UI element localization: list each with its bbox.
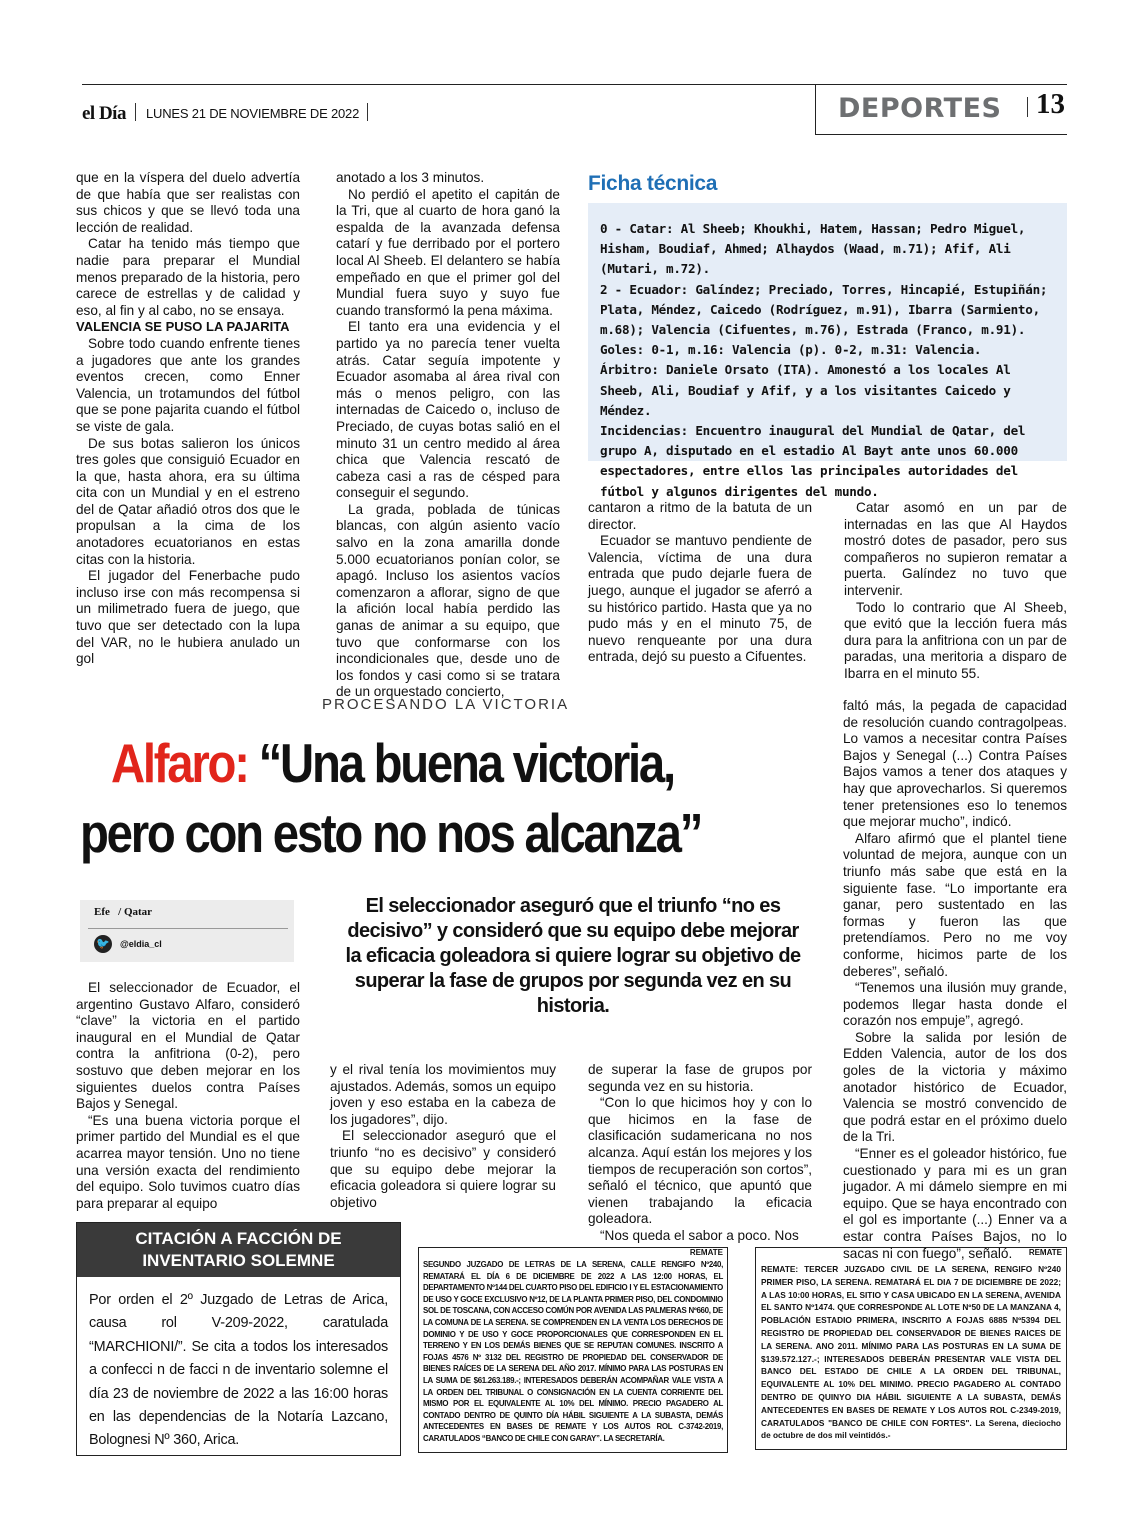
subheading: VALENCIA SE PUSO LA PAJARITA	[76, 319, 290, 335]
section-vertical-rule	[815, 84, 816, 134]
citacion-body: Por orden el 2º Juzgado de Letras de Arica, causa rol V-209-2022, caratulada “MARCHIONI/”. Se cita a todos los interesados a confecci n de facci n de inventario solemne el día 23 de noviembre de 2022 a las 16:00 horas en las dependencias de la Notaría Lazcano, Bolognesi Nº 360, Arica.	[89, 1292, 388, 1449]
article-column	[588, 1062, 812, 1245]
headline-speaker: Alfaro:	[110, 732, 248, 794]
paragraph: y el rival tenía los movimientos muy ajustados. Además, somos un equipo joven y eso estaba en la cabeza de los jugadores”, dijo.	[330, 1062, 556, 1127]
paragraph: Ecuador se mantuvo pendiente de Valencia, víctima de una dura entrada que pudo dejarle fuera de juego, aunque el jugador se aferró a su histórico partido. Hasta que ya no pudo más y en el minuto 75, de nuevo renqueante por una dura entrada, dejó su puesto a Cifuentes.	[588, 533, 812, 665]
byline-divider	[88, 928, 288, 929]
paragraph: Todo lo contrario que Al Sheeb, que evitó que la lección fuera más dura para la anfitriona con un par de paradas, una meritoria a disparo de Ibarra en el minuto 55.	[844, 599, 1067, 681]
ficha-line: 2 - Ecuador: Galíndez; Preciado, Torres, Hincapié, Estupiñán; Plata, Méndez, Caicedo (Rodríguez, m.91), Ibarra (Sarmiento, m.68); Valencia (Cifuentes, m.76), Estrada (Franco, m.91).	[600, 281, 1048, 338]
deck: El seleccionador aseguró que el triunfo “no es decisivo” y consideró que su equipo debe mejorar la eficacia goleadora si quiere lograr su objetivo de superar la fase de grupos por segunda vez en su historia.	[345, 895, 801, 1017]
paragraph: “Enner es el goleador histórico, fue cuestionado y para mi es un gran jugador. A mi dámelo siempre en mi equipo. Que se haya encontrado con el gol es importante (...) Enner va a estar contra Países Bajos, no lo sacas ni con fuego”, señaló.	[843, 1146, 1067, 1261]
section-name: DEPORTES	[838, 93, 1002, 124]
paragraph: “Nos queda el sabor a poco. Nos	[600, 1227, 799, 1243]
ficha-line: Árbitro: Daniele Orsato (ITA). Amonestó a los locales Al Sheeb, Ali, Boudiaf y Afif, y a los visitantes Caicedo y Méndez.	[600, 362, 1011, 418]
remate-text: SEGUNDO JUZGADO DE LETRAS DE LA SERENA, CALLE RENGIFO Nº240, REMATARÁ EL DÍA 6 DE DICIEMBRE DE 2022 A LAS 12:00 HORAS, EL DEPARTAMENTO Nº144 DEL CUARTO PISO DEL EDIFICIO I Y EL ESTACIONAMIENTO DE USO Y GOCE EXCLUSIVO Nº12, DE LA PLANTA PRIMER PISO, DEL CONDOMINIO SOL DE TOSCANA, CON ACCESO COMÚN POR AVENIDA LAS PALMERAS Nº660, DE LA COMUNA DE LA SERENA. SE COMPRENDEN EN LA VENTA LOS DERECHOS DE DOMINIO Y DE USO Y GOCE PROPORCIONALES QUE CORRESPONDEN EN EL TERRENO Y EN LOS DEMÁS BIENES QUE SE REPUTAN COMUNES. INSCRITO A FOJAS 4576 Nº 3132 DEL REGISTRO DE PROPIEDAD DEL CONSERVADOR DE BIENES RAÍCES DE LA SERENA DEL AÑO 2017. MÍNIMO PARA LAS POSTURAS EN LA SUMA DE $61.263.189.-; INTERESADOS DEBERÁN ACOMPAÑAR VALE VISTA A LA ORDEN DEL TRIBUNAL O CONSIGNACIÓN EN LA CUENTA CORRIENTE DEL MISMO POR EL EQUIVALENTE AL 10% DEL MÍNIMO. PRECIO PAGADERO AL CONTADO DENTRO DE QUINTO DÍA HÁBIL SIGUIENTE A LA SUBASTA, DEMÁS ANTECEDENTES EN BASES DE REMATE Y LOS AUTOS ROL C-3742-2019, CARATULADOS “BANCO DE CHILE CON GARAY”. LA SECRETARÍA.	[423, 1260, 723, 1443]
byline	[94, 906, 152, 918]
paragraph: Catar asomó en un par de internadas en las que Al Haydos mostró dotes de pasador, pero sus compañeros no supieron rematar a puerta. Galíndez no tuvo que intervenir.	[844, 500, 1067, 598]
article-column	[588, 500, 812, 666]
byline-source: Efe	[94, 906, 110, 918]
paragraph: faltó más, la pegada de capacidad de resolución cuando contragolpeas. Lo vamos a necesitar contra Países Bajos y Senegal (...) Contra Países Bajos vamos a tener dos ataques y hay que aprovecharlos. Si queremos tener pretensiones eso lo tenemos que mejorar mucho”, indicó.	[843, 698, 1067, 830]
article-column	[76, 170, 300, 668]
masthead-logo: el Día	[82, 103, 126, 124]
article-column	[844, 500, 1067, 683]
header-divider	[1027, 97, 1028, 117]
headline	[80, 728, 716, 868]
remate-tag: REMATE	[689, 1248, 723, 1257]
article-column	[843, 698, 1067, 1262]
ficha-line: 0 - Catar: Al Sheeb; Khoukhi, Hatem, Hassan; Pedro Miguel, Hisham, Boudiaf, Ahmed; Alhaydos (Waad, m.71); Afif, Ali (Mutari, m.72).	[600, 221, 1026, 277]
remate-tag: REMATE	[1028, 1248, 1062, 1257]
byline-box	[80, 900, 294, 962]
header-divider	[135, 103, 136, 121]
ficha-box	[588, 203, 1067, 499]
paragraph: De sus botas salieron los únicos tres goles que consiguió Ecuador en la que, hasta ahora, era su última cita con un Mundial y en el estreno del de Qatar añadió otros dos que le propulsan a la cima de los anotadores ecuatorianos en estas citas con la historia.	[76, 435, 300, 567]
remate-text: REMATE: TERCER JUZGADO CIVIL DE LA SERENA, RENGIFO Nº240 PRIMER PISO, LA SERENA. REMATARÁ EL DIA 7 DE DICIEMBRE DE 2022; A LAS 10:00 HORAS, EL SITIO Y CASA UBICADO EN LA SERENA, AVENIDA EL SANTO Nº1474. QUE CORRESPONDE AL LOTE Nº50 DE LA MANZANA 4, POBLACIÓN ESTADIO PRIMERA, INSCRITO A FOJAS 6885 Nº5394 DEL REGISTRO DE PROPIEDAD DEL CONSERVADOR DE BIENES RAICES DE LA SERENA. ANO 2011. MÍNIMO PARA LAS POSTURAS EN LA SUMA DE $139.572.127.-; INTERESADOS DEBERÁN PRESENTAR VALE VISTA DEL BANCO DEL ESTADO DE CHILE A LA ORDEN DEL TRIBUNAL, EQUIVALENTE AL 10% DEL MINIMO. PRECIO PAGADERO AL CONTADO DENTRO DE QUINYO DIA HÁBIL SIGUIENTE A LA SUBASTA, DEMÁS ANTECEDENTES EN BASES DE REMATE Y LOS AUTOS ROL C-2349-2019, CARATULADOS "BANCO DE CHILE CON FORTES". La Serena, dieciocho de octubre de dos mil veintidós.-	[761, 1264, 1061, 1441]
twitter-handle: @eldia_cl	[120, 939, 162, 949]
paragraph: cantaron a ritmo de la batuta de un director.	[588, 500, 812, 532]
page-number: 13	[1036, 88, 1065, 120]
twitter-icon: 🐦	[94, 935, 112, 953]
ficha-title: Ficha técnica	[588, 172, 718, 195]
paragraph: que en la víspera del duelo advertía de que había que ser realistas con sus chicos y que se llevó toda una lección de realidad.	[76, 170, 300, 235]
paragraph: La grada, poblada de túnicas blancas, con algún asiento vacío salvo en la zona amarilla donde 5.000 ecuatorianos ponían color, se apagó. Incluso los asientos vacíos comenzaron a aflorar, signo de que la afición local había perdido las ganas de animar a su equipo, que tuvo que conformarse con los incondicionales que, desde uno de los fondos y casi como si se tratara de un orquestado concierto,	[336, 501, 560, 700]
paragraph: El tanto era una evidencia y el partido ya no parecía tener vuelta atrás. Catar seguía impotente y Ecuador asomaba al área rival con más o menos peligro, con las internadas de Caicedo o, incluso de Preciado, de cuyas botas salió en el minuto 31 un centro medido al área chica que Valencia rescató de cabeza casi a ras de césped para conseguir el segundo.	[336, 319, 560, 501]
article-column	[336, 170, 560, 701]
kicker: PROCESANDO LA VICTORIA	[322, 696, 570, 713]
header-date: LUNES 21 DE NOVIEMBRE DE 2022	[146, 106, 360, 121]
ficha-line: Goles: 0-1, m.16: Valencia (p). 0-2, m.31: Valencia.	[600, 342, 982, 358]
paragraph: de superar la fase de grupos por segunda vez en su historia.	[588, 1062, 812, 1094]
paragraph: El jugador del Fenerbache pudo incluso irse con más recompensa si un milimetrado fuera de juego, que tuvo que ser detectado con la lupa del VAR, no le hubiera anulado un gol	[76, 568, 300, 667]
article-column	[76, 980, 300, 1212]
paragraph: Alfaro afirmó que el plantel tiene voluntad de mejora, aunque con un triunfo más sabe que está en la siguiente fase. “Lo importante era ganar, pero sustentado en las formas y fueron las que pretendíamos. Pero no me voy conforme, hicimos parte de los deberes”, señaló.	[843, 830, 1067, 979]
paragraph: Sobre la salida por lesión de Edden Valencia, autor de los dos goles de la victoria y máximo anotador histórico de Ecuador, Valencia se mostró convencido de que podrá estar en el próximo duelo de la Tri.	[843, 1029, 1067, 1145]
remate-ad	[418, 1247, 728, 1453]
paragraph: Catar ha tenido más tiempo que nadie para preparar el Mundial menos preparado de la historia, pero carece de estrellas y de calidad y eso, al fin y al cabo, no se ensaya.	[76, 236, 300, 318]
headline-line: “Una buena victoria,	[258, 732, 674, 794]
paragraph: “Es una buena victoria porque el primer partido del Mundial es el que acarrea mayor tensión. Uno no tiene una versión exacta del rendimiento del equipo. Solo tuvimos cuatro días para preparar al equipo	[76, 1112, 300, 1211]
paragraph: “Con lo que hicimos hoy y con lo que hicimos en la fase de clasificación sudamericana no nos alcanza. Aquí están los mejores y los tiempos de recuperación son cortos”, señaló el técnico, que apuntó que vienen trabajando la eficacia goleadora.	[588, 1095, 812, 1227]
paragraph: Sobre todo cuando enfrente tienes a jugadores que ante los grandes eventos crecen, como Enner Valencia, un trotamundos del fútbol que se pone pajarita cuando el fútbol se viste de gala.	[76, 335, 300, 434]
paragraph: No perdió el apetito el capitán de la Tri, que al cuarto de hora ganó la espalda de la avanzada defensa catarí y fue derribado por el portero local Al Sheeb. El delantero se había empeñado en que el primer gol del Mundial fuera suyo y suyo fue cuando transformó la pena máxima.	[336, 186, 560, 318]
headline-line: pero con esto no nos alcanza”	[80, 802, 702, 864]
paragraph: “Tenemos una ilusión muy grande, podemos llegar hasta donde el corazón nos empuje”, agregó.	[843, 980, 1067, 1029]
byline-place: / Qatar	[118, 906, 153, 918]
paragraph: El seleccionador de Ecuador, el argentino Gustavo Alfaro, consideró “clave” la victoria en el partido inaugural en el Mundial de Qatar contra la anfitriona (0-2), pero sostuvo que deben mejorar en los siguientes duelos contra Países Bajos y Senegal.	[76, 980, 300, 1112]
paragraph: anotado a los 3 minutos.	[336, 170, 485, 185]
ficha-line: Incidencias: Encuentro inaugural del Mundial de Qatar, del grupo A, disputado en el estadio Al Bayt ante unos 60.000 espectadores, entre ellos las principales autoridades del fútbol y algunos dirigentes del mundo.	[600, 423, 1026, 499]
paragraph: El seleccionador aseguró que el triunfo “no es decisivo” y consideró que su equipo debe mejorar la eficacia goleadora si quiere lograr su objetivo	[330, 1128, 556, 1210]
article-column	[330, 1062, 556, 1211]
header-divider	[367, 103, 368, 121]
citacion-ad	[76, 1222, 401, 1456]
citacion-title: CITACIÓN A FACCIÓN DE INVENTARIO SOLEMNE	[77, 1223, 400, 1277]
remate-ad	[755, 1247, 1067, 1450]
